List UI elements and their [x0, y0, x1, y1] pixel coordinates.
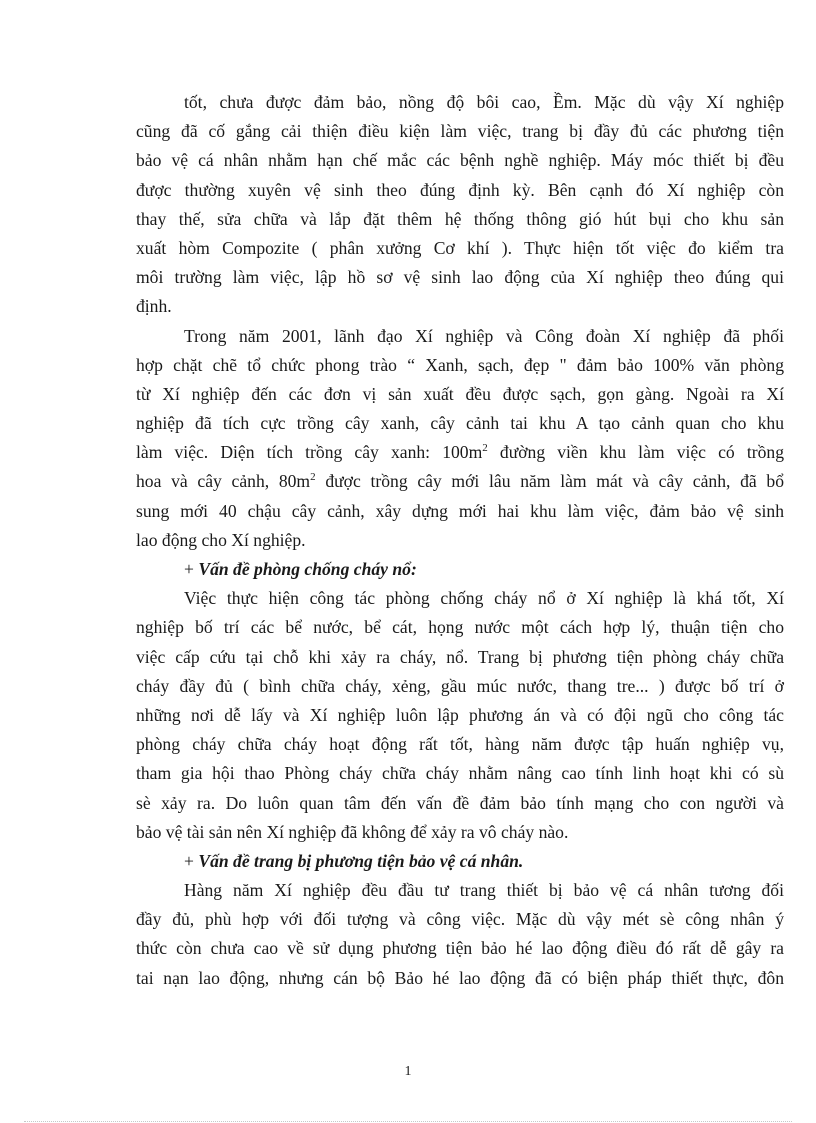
- text-line: định.: [136, 296, 172, 317]
- text-segment: hoa và cây cảnh, 80m: [136, 471, 311, 492]
- paragraph: [136, 584, 784, 847]
- text-line: cháy đầy đủ ( bình chữa cháy, xẻng, gầu múc nước, thang tre... ) được bố trí ở: [136, 675, 784, 696]
- text-line: thức còn chưa cao về sử dụng phương tiện bảo hé lao động điều đó rất dễ gây ra: [136, 938, 784, 959]
- section-heading: [136, 847, 784, 876]
- text-segment: làm việc. Diện tích trồng cây xanh: 100m: [136, 442, 483, 463]
- text-line: việc cấp cứu tại chỗ khi xảy ra cháy, nổ. Trang bị phương tiện phòng cháy chữa: [136, 646, 784, 667]
- text-line: sè xảy ra. Do luôn quan tâm đến vấn đề đảm bảo tính mạng cho con người và: [136, 792, 784, 813]
- superscript: 2: [310, 471, 316, 484]
- text-line: xuất hòm Compozite ( phân xưởng Cơ khí ). Thực hiện tốt việc đo kiểm tra: [136, 237, 784, 258]
- text-line: thay thế, sửa chữa và lắp đặt thêm hệ thống thông gió hút bụi cho khu sản: [136, 208, 784, 229]
- text-line: lao động cho Xí nghiệp.: [136, 529, 306, 550]
- text-line: tai nạn lao động, nhưng cán bộ Bảo hé lao động đã có biện pháp thiết thực, đôn: [136, 967, 784, 988]
- text-line: môi trường làm việc, lập hồ sơ vệ sinh lao động của Xí nghiệp theo đúng qui: [136, 267, 784, 288]
- text-line: cũng đã cố gắng cải thiện điều kiện làm việc, trang bị đầy đủ các phương tiện: [136, 121, 784, 142]
- text-line: [136, 467, 784, 496]
- text-segment: đường viền khu làm việc có trồng: [487, 442, 784, 463]
- paragraph: [136, 876, 784, 993]
- paragraph: [136, 322, 784, 556]
- text-line: tốt, chưa được đảm bảo, nồng độ bôi cao, Ềm. Mặc dù vậy Xí nghiệp: [184, 92, 784, 112]
- heading-bullet: +: [184, 559, 194, 579]
- text-line: sung mới 40 chậu cây cảnh, xây dựng mới hai khu làm việc, đảm bảo vệ sinh: [136, 500, 784, 521]
- text-line: [136, 438, 784, 467]
- text-line: tham gia hội thao Phòng cháy chữa cháy nhằm nâng cao tính linh hoạt khi có sù: [136, 763, 784, 784]
- text-line: được thường xuyên vệ sinh theo đúng định kỳ. Bên cạnh đó Xí nghiệp còn: [136, 179, 784, 200]
- text-line: Trong năm 2001, lãnh đạo Xí nghiệp và Công đoàn Xí nghiệp đã phối: [184, 325, 784, 346]
- text-line: Việc thực hiện công tác phòng chống cháy nổ ở Xí nghiệp là khá tốt, Xí: [184, 588, 784, 609]
- text-line: hợp chặt chẽ tổ chức phong trào “ Xanh, sạch, đẹp " đảm bảo 100% văn phòng: [136, 354, 784, 375]
- text-segment: được trồng cây mới lâu năm làm mát và cây cảnh, đã bổ: [315, 471, 785, 492]
- page-number: 1: [404, 1064, 412, 1079]
- heading-text: Vấn đề trang bị phương tiện bảo vệ cá nhân.: [193, 850, 524, 871]
- text-line: những nơi dễ lấy và Xí nghiệp luôn lập phương án và có đội ngũ cho công tác: [136, 704, 784, 725]
- heading-text: Vấn đề phòng chống cháy nổ:: [193, 559, 417, 579]
- section-heading: [136, 555, 784, 584]
- text-line: bảo vệ tài sản nên Xí nghiệp đã không để xảy ra vô cháy nào.: [136, 821, 569, 842]
- document-body: [136, 88, 784, 993]
- heading-bullet: +: [184, 850, 194, 871]
- text-line: đầy đủ, phù hợp với đối tượng và công việc. Mặc dù vậy mét sè công nhân ý: [136, 909, 784, 930]
- superscript: 2: [482, 442, 488, 455]
- paragraph: [136, 88, 784, 322]
- text-line: từ Xí nghiệp đến các đơn vị sản xuất đều được sạch, gọn gàng. Ngoài ra Xí: [136, 383, 784, 404]
- text-line: phòng cháy chữa cháy hoạt động rất tốt, hàng năm được tập huấn nghiệp vụ,: [136, 734, 784, 755]
- text-line: nghiệp bố trí các bể nước, bể cát, họng nước một cách hợp lý, thuận tiện cho: [136, 617, 784, 638]
- text-line: bảo vệ cá nhân nhằm hạn chế mắc các bệnh nghề nghiệp. Máy móc thiết bị đều: [136, 150, 784, 171]
- text-line: nghiệp đã tích cực trồng cây xanh, cây cảnh tai khu A tạo cảnh quan cho khu: [136, 413, 784, 434]
- page-bottom-divider: [24, 1121, 792, 1122]
- text-line: Hàng năm Xí nghiệp đều đầu tư trang thiết bị bảo vệ cá nhân tương đối: [184, 880, 784, 901]
